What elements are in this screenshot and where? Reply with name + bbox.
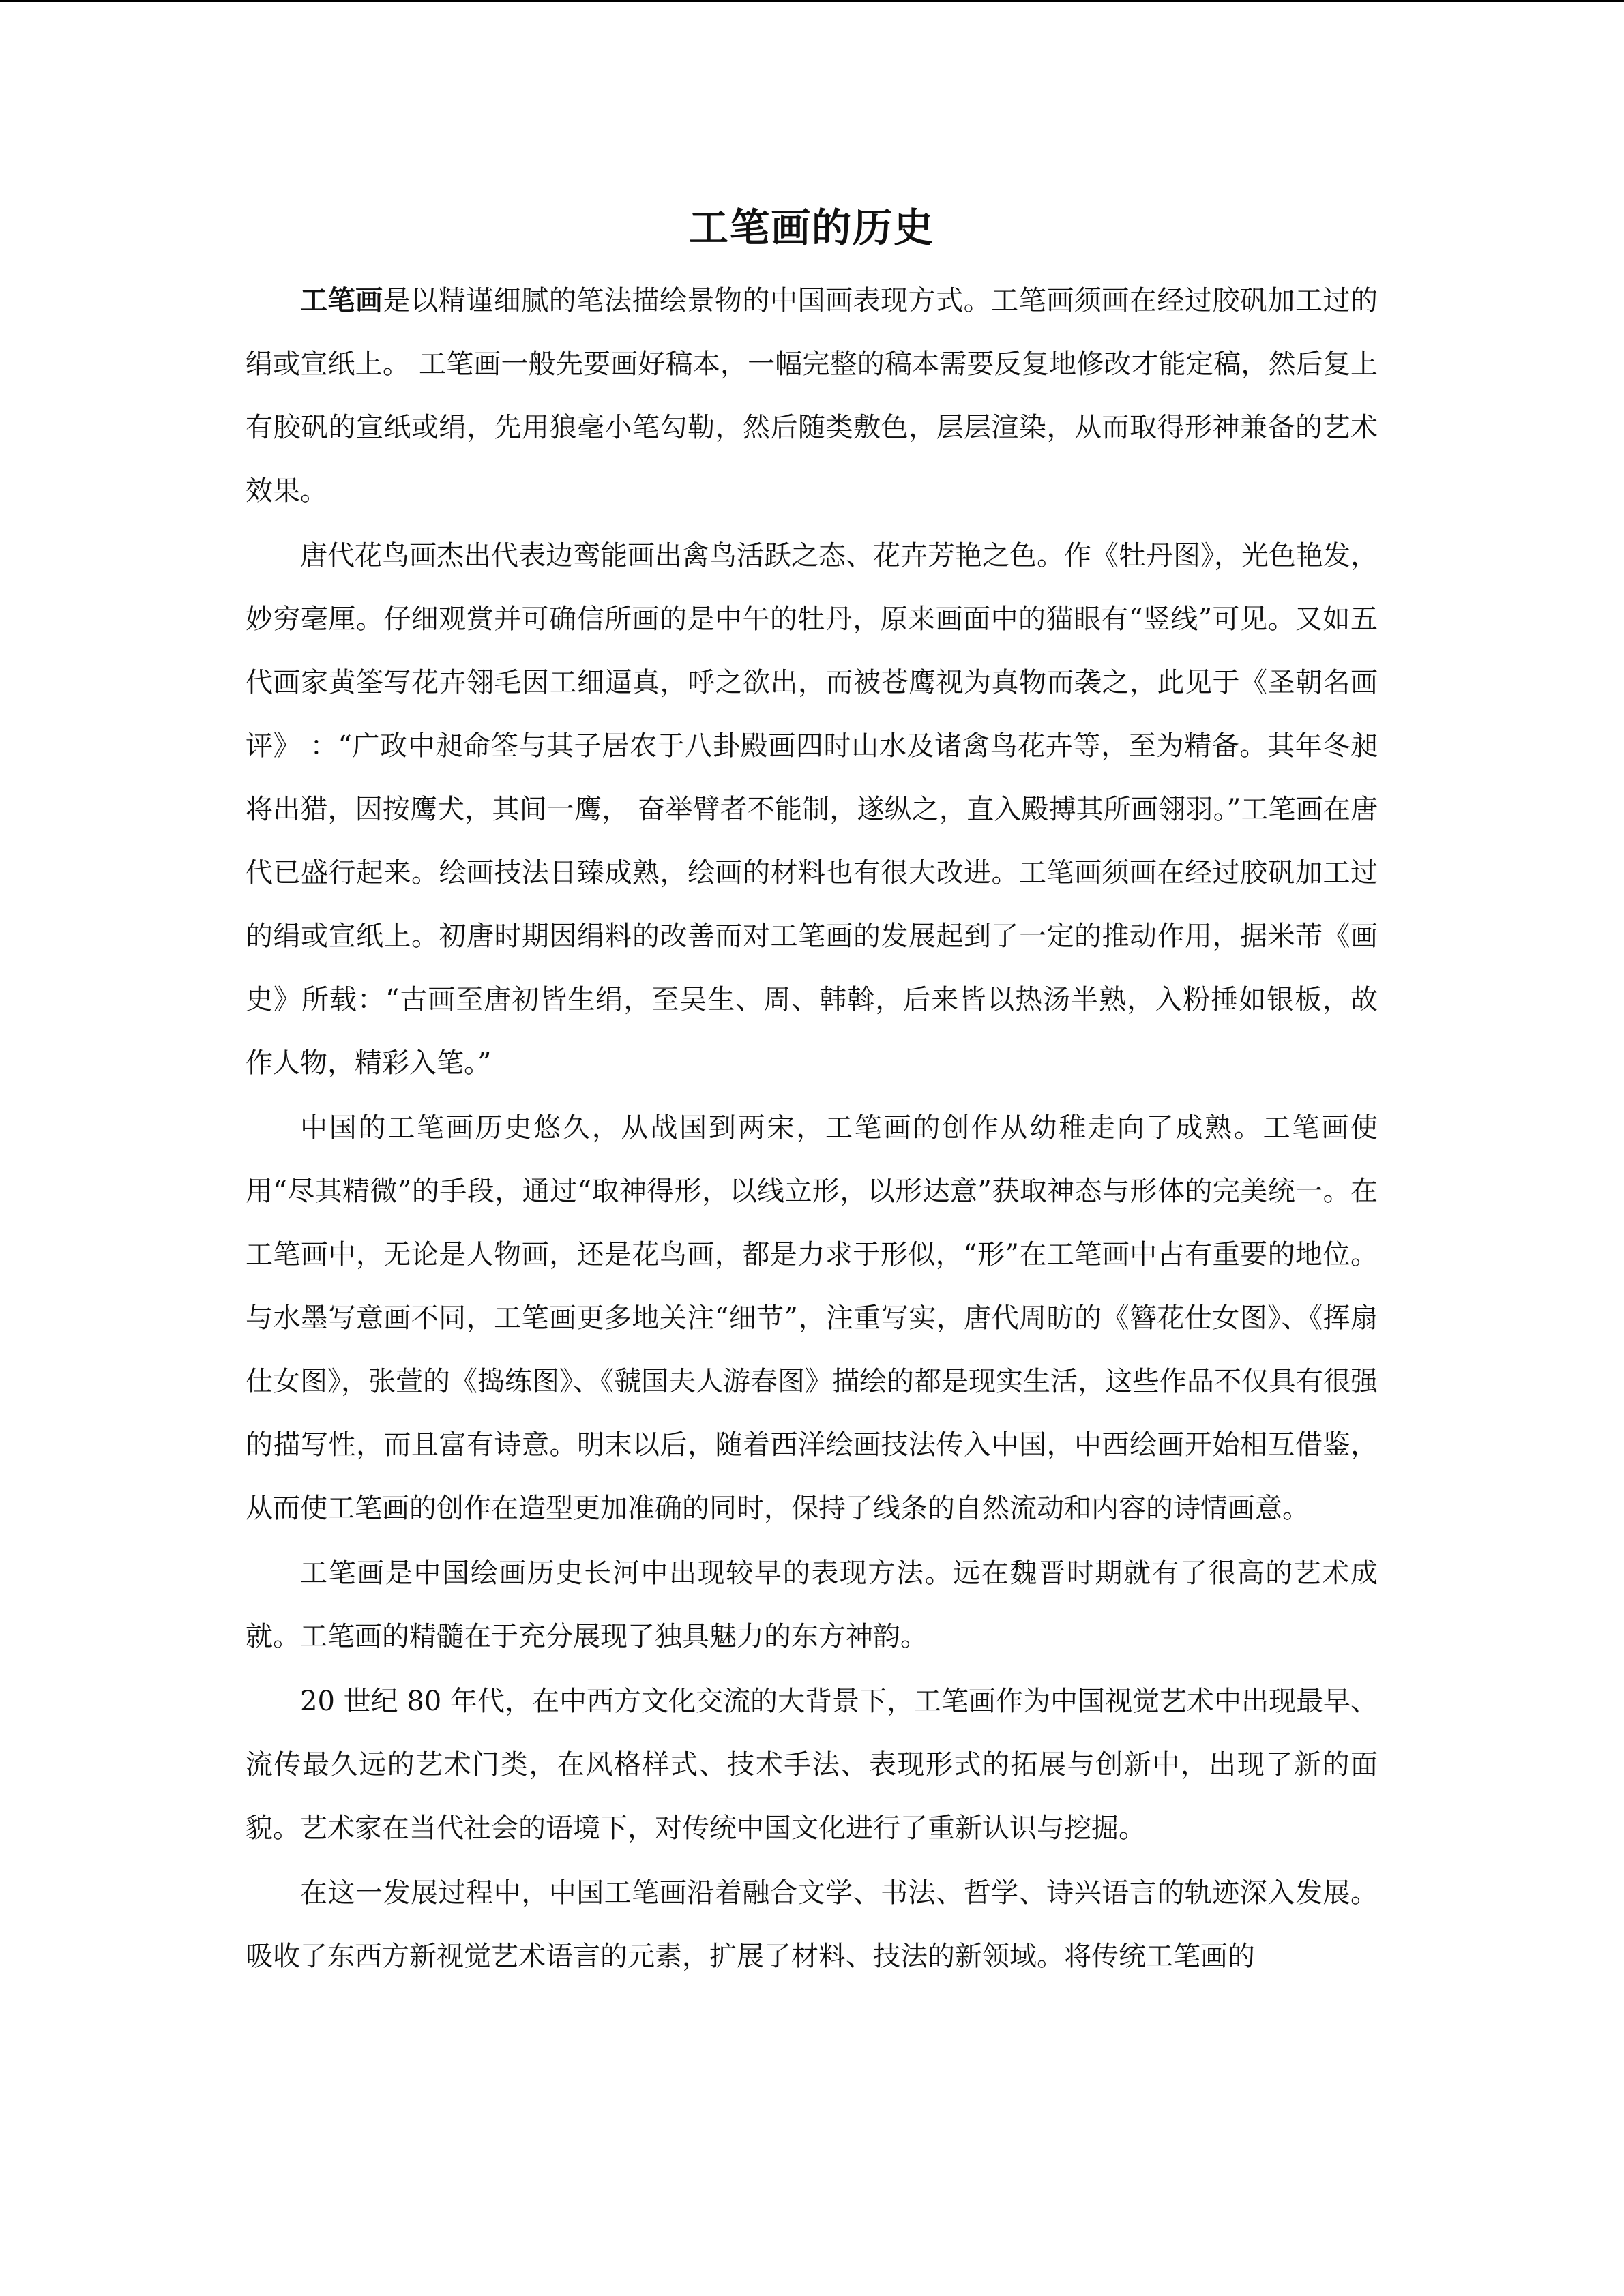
paragraph-3-text: 中国的工笔画历史悠久，从战国到两宋，工笔画的创作从幼稚走向了成熟。工笔画使用“尽其精微”的手段，通过“取神得形，以线立形，以形达意”获取神态与形体的完美统一。在工笔画中，无论是人物画，还是花鸟画，都是力求于形似，“形”在工笔画中占有重要的地位。与水墨写意画不同，工笔画更多地关注“细节”，注重写实，唐代周昉的《簪花仕女图》、《挥扇仕女图》，张萱的《捣练图》、《虢国夫人游春图》描绘的都是现实生活，这些作品不仅具有很强的描写性，而且富有诗意。明末以后，随着西洋绘画技法传入中国，中西绘画开始相互借鉴，从而使工笔画的创作在造型更加准确的同时，保持了线条的自然流动和内容的诗情画意。 bbox=[246, 1112, 1378, 1524]
paragraph-6-text: 在这一发展过程中，中国工笔画沿着融合文学、书法、哲学、诗兴语言的轨迹深入发展。吸收了东西方新视觉艺术语言的元素，扩展了材料、技法的新领域。将传统工笔画的 bbox=[246, 1877, 1378, 1972]
document-title: 工笔画的历史 bbox=[688, 205, 934, 251]
top-border-line bbox=[0, 0, 1624, 2]
paragraph-2-text: 唐代花鸟画杰出代表边鸾能画出禽鸟活跃之态、花卉芳艳之色。作《牡丹图》，光色艳发，妙穷毫厘。仔细观赏并可确信所画的是中午的牡丹，原来画面中的猫眼有“竖线”可见。又如五代画家黄筌写花卉翎毛因工细逼真，呼之欲出，而被苍鹰视为真物而袭之，此见于《圣朝名画评》 ：“广政中昶命筌与其子居农于八卦殿画四时山水及诸禽鸟花卉等，至为精备。其年冬昶将出猎，因按鹰犬，其间一鹰， 奋举臂者不能制，遂纵之，直入殿搏其所画翎羽。”工笔画在唐代已盛行起来。绘画技法日臻成熟，绘画的材料也有很大改进。工笔画须画在经过胶矾加工过的绢或宣纸上。初唐时期因绢料的改善而对工笔画的发展起到了一定的推动作用，据米芾《画史》所载：“古画至唐初皆生绢，至吴生、周、韩斡，后来皆以热汤半熟，入粉捶如银板，故作人物，精彩入笔。” bbox=[246, 539, 1378, 1079]
paragraph-4 bbox=[246, 1542, 1378, 1669]
paragraph-5 bbox=[246, 1670, 1378, 1860]
paragraph-6 bbox=[246, 1862, 1378, 1988]
paragraph-5-text: 20 世纪 80 年代，在中西方文化交流的大背景下，工笔画作为中国视觉艺术中出现最早、流传最久远的艺术门类，在风格样式、技术手法、表现形式的拓展与创新中，出现了新的面貌。艺术家在当代社会的语境下，对传统中国文化进行了重新认识与挖掘。 bbox=[246, 1685, 1378, 1844]
paragraph-2 bbox=[246, 524, 1378, 1095]
paragraph-1-text: 是以精谨细腻的笔法描绘景物的中国画表现方式。工笔画须画在经过胶矾加工过的绢或宣纸上。 工笔画一般先要画好稿本，一幅完整的稿本需要反复地修改才能定稿，然后复上有胶矾的宣纸或绢，先用狼毫小笔勾勒，然后随类敷色，层层渲染，从而取得形神兼备的艺术效果。 bbox=[246, 284, 1378, 507]
paragraph-1-lead-term: 工笔画 bbox=[300, 284, 383, 316]
document-page bbox=[246, 205, 1378, 1988]
paragraph-4-text: 工笔画是中国绘画历史长河中出现较早的表现方法。远在魏晋时期就有了很高的艺术成就。工笔画的精髓在于充分展现了独具魅力的东方神韵。 bbox=[246, 1557, 1378, 1652]
paragraph-1 bbox=[246, 269, 1378, 523]
paragraph-3 bbox=[246, 1097, 1378, 1540]
